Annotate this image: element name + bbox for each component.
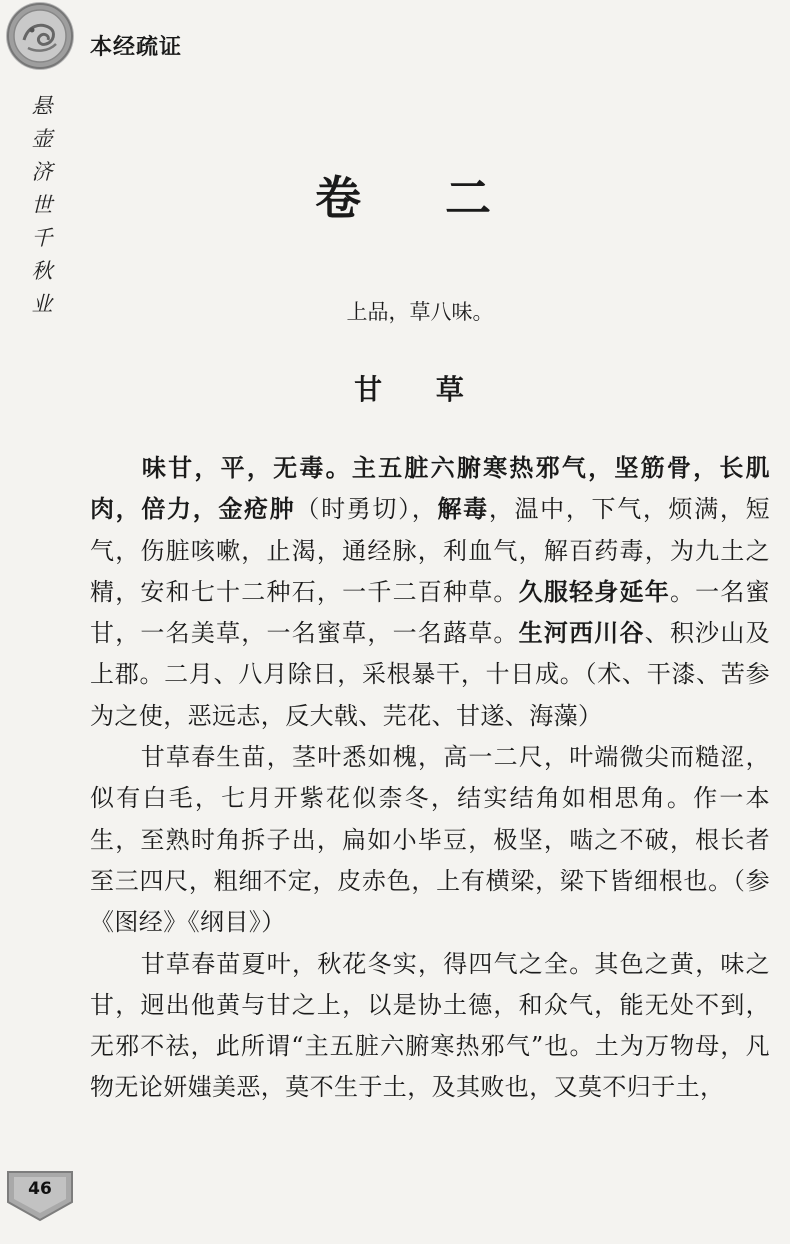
chapter-title: 卷 二 [314, 171, 525, 225]
bold-run: 味甘，平，无毒。主五脏六腑寒热邪气，坚筋骨，长肌肉，倍力，金疮肿 [90, 454, 770, 524]
text-run: 、积沙山及上郡。二月、八月除日，采根暴干，十日成。（术、干漆、苦参为之使，恶远志，反大戟、芫花、甘遂、海藻） [90, 619, 770, 730]
herb-heading: 甘 草 [354, 373, 486, 406]
paragraph [90, 737, 770, 943]
dragon-seal-icon [6, 2, 74, 70]
motto-char: 世 [31, 193, 53, 217]
paragraph [90, 448, 770, 737]
body-text [90, 448, 770, 1109]
text-run: ，温中，下气，烦满，短气，伤脏咳嗽，止渴，通经脉，利血气，解百药毒，为九土之精，安和七十二种石，一千二百种草。 [90, 495, 770, 606]
book-title: 本经疏证 [90, 35, 183, 60]
bold-run: 生河西川谷 [518, 619, 645, 648]
text-run: 。一名蜜甘，一名美草，一名蜜草，一名蕗草。 [90, 577, 770, 648]
motto-char: 秋 [31, 259, 53, 283]
motto-char: 业 [31, 292, 53, 316]
paragraph [90, 944, 770, 1109]
motto-char: 千 [31, 226, 53, 250]
seal-logo [6, 2, 74, 70]
motto-char: 悬 [31, 94, 53, 118]
bold-run: 解毒 [437, 495, 489, 524]
page-number: 46 [28, 1179, 52, 1199]
bold-run: 久服轻身延年 [518, 577, 670, 606]
chapter-subtitle: 上品，草八味。 [346, 300, 494, 324]
text-run: （时勇切）， [295, 495, 438, 524]
motto-char: 壶 [31, 127, 53, 151]
text-run: 甘草春苗夏叶，秋花冬实，得四气之全。其色之黄，味之甘，迥出他黄与甘之上，以是协土德，和众气，能无处不到，无邪不祛，此所谓“主五脏六腑寒热邪气”也。土为万物母，凡物无论妍媸美恶，莫不生于土，及其败也，又莫不归于土， [90, 949, 770, 1102]
motto-char: 济 [31, 160, 53, 184]
text-run: 甘草春生苗，茎叶悉如槐，高一二尺，叶端微尖而糙涩，似有白毛，七月开紫花似柰冬，结实结角如相思角。作一本生，至熟时角拆子出，扁如小毕豆，极坚，啮之不破，根长者至三四尺，粗细不定，皮赤色，上有横梁，梁下皆细根也。（参《图经》《纲目》） [90, 743, 770, 937]
page-number-badge [4, 1166, 76, 1222]
